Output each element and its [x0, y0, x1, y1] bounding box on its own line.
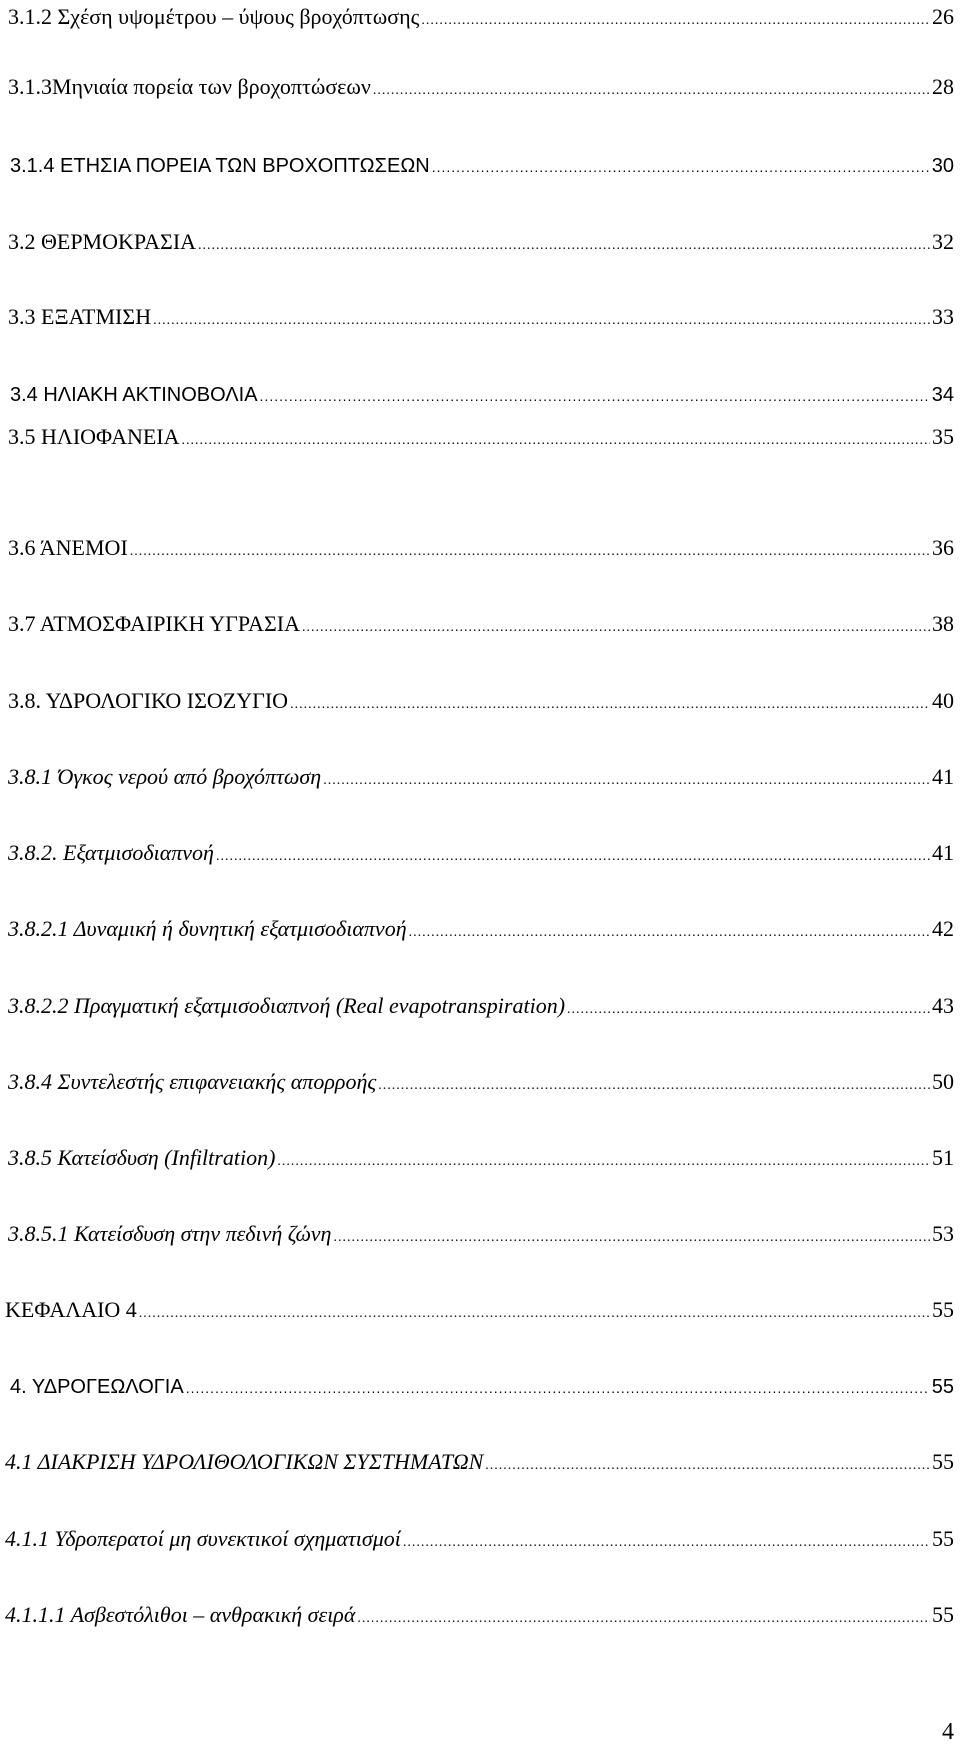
toc-entry[interactable] [8, 993, 954, 1023]
dot-leader [403, 1530, 930, 1556]
toc-entry-title: 4.1.1.1 Ασβεστόλιθοι – ανθρακική σειρά [5, 1602, 356, 1627]
toc-entry[interactable] [8, 535, 954, 565]
toc-entry[interactable] [8, 74, 954, 104]
toc-entry-title: 3.8.1 Όγκος νερού από βροχόπτωση [8, 764, 322, 789]
dot-leader [432, 154, 930, 180]
toc-entry-title: 3.3 ΕΞΑΤΜΙΣΗ [8, 304, 152, 329]
toc-entry-title: 3.8.5.1 Κατείσδυση στην πεδινή ζώνη [8, 1221, 332, 1246]
toc-entry[interactable] [8, 1145, 954, 1175]
toc-entry-title: 3.8. ΥΔΡΟΛΟΓΙΚΟ ΙΣΟΖΥΓΙΟ [8, 688, 289, 713]
toc-entry-page: 53 [932, 1221, 954, 1246]
toc-entry-title: 3.1.3Μηνιαία πορεία των βροχοπτώσεων [8, 74, 371, 99]
toc-entry[interactable] [8, 840, 954, 870]
toc-entry-page: 42 [932, 916, 954, 941]
toc-entry-page: 41 [932, 840, 954, 865]
toc-entry-page: 34 [931, 384, 954, 406]
toc-entry-page: 51 [932, 1145, 954, 1170]
toc-entry-page: 32 [932, 229, 954, 254]
toc-entry-page: 26 [932, 4, 954, 29]
dot-leader [153, 308, 930, 334]
dot-leader [198, 233, 930, 259]
toc-entry-title: 3.5 ΗΛΙΟΦΑΝΕΙΑ [8, 424, 180, 449]
dot-leader [421, 8, 930, 34]
toc-entry[interactable] [8, 229, 954, 259]
toc-entry[interactable] [8, 1069, 954, 1099]
toc-entry[interactable] [5, 1602, 954, 1632]
dot-leader [216, 844, 930, 870]
toc-entry-title: 3.1.4 ΕΤΗΣΙΑ ΠΟΡΕΙΑ ΤΩΝ ΒΡΟΧΟΠΤΩΣΕΩΝ [10, 155, 430, 177]
toc-entry-page: 30 [931, 155, 954, 177]
toc-entry[interactable] [8, 304, 954, 334]
toc-entry[interactable] [8, 1221, 954, 1251]
toc-entry-title: 3.8.4 Συντελεστής επιφανειακής απορροής [8, 1069, 377, 1094]
dot-leader [139, 1301, 930, 1327]
toc-entry-title: 3.4 ΗΛΙΑΚΗ ΑΚΤΙΝΟΒΟΛΙΑ [10, 384, 258, 406]
dot-leader [409, 920, 930, 946]
toc-entry[interactable] [8, 916, 954, 946]
dot-leader [333, 1225, 930, 1251]
toc-entry-page: 55 [932, 1526, 954, 1551]
toc-entry-page: 28 [932, 74, 954, 99]
dot-leader [182, 428, 930, 454]
toc-entry-page: 50 [932, 1069, 954, 1094]
toc-entry-title: 4.1.1 Υδροπερατοί μη συνεκτικοί σχηματισμοί [5, 1526, 401, 1551]
toc-entry-page: 55 [932, 1297, 954, 1322]
toc-entry[interactable] [5, 1449, 954, 1479]
toc-entry-page: 55 [932, 1602, 954, 1627]
toc-entry-page: 38 [932, 611, 954, 636]
toc-entry[interactable] [8, 764, 954, 794]
dot-leader [378, 1073, 930, 1099]
dot-leader [567, 997, 930, 1023]
page-number: 4 [942, 1719, 954, 1745]
toc-entry-title: ΚΕΦΑΛΑΙΟ 4 [5, 1297, 137, 1322]
toc-entry-page: 33 [932, 304, 954, 329]
toc-entry-title: 3.8.2.1 Δυναμική ή δυνητική εξατμισοδιαπνοή [8, 916, 407, 941]
toc-entry-title: 3.8.5 Κατείσδυση (Infiltration) [8, 1145, 276, 1170]
toc-entry-title: 3.8.2.2 Πραγματική εξατμισοδιαπνοή (Real evapotranspiration) [8, 993, 566, 1018]
dot-leader [373, 78, 930, 104]
dot-leader [357, 1606, 930, 1632]
toc-entry[interactable] [5, 1297, 954, 1327]
dot-leader [323, 768, 930, 794]
dot-leader [302, 615, 930, 641]
dot-leader [277, 1149, 930, 1175]
toc-entry-page: 55 [932, 1449, 954, 1474]
toc-entry[interactable] [8, 4, 954, 34]
toc-entry[interactable] [10, 1374, 954, 1401]
toc-entry[interactable] [10, 382, 954, 409]
toc-entry-title: 3.8.2. Εξατμισοδιαπνοή [8, 840, 214, 865]
toc-entry-page: 55 [931, 1376, 954, 1398]
dot-leader [130, 539, 930, 565]
toc-entry-title: 3.1.2 Σχέση υψομέτρου – ύψους βροχόπτωσης [8, 4, 420, 29]
dot-leader [186, 1375, 930, 1401]
toc-entry[interactable] [8, 424, 954, 454]
toc-entry-page: 43 [932, 993, 954, 1018]
toc-entry-page: 41 [932, 764, 954, 789]
dot-leader [290, 692, 930, 718]
toc-entry[interactable] [8, 688, 954, 718]
toc-entry-title: 4.1 ΔΙΑΚΡΙΣΗ ΥΔΡΟΛΙΘΟΛΟΓΙΚΩΝ ΣΥΣΤΗΜΑΤΩΝ [5, 1449, 484, 1474]
toc-entry-title: 3.6 ΆΝΕΜΟΙ [8, 535, 128, 560]
dot-leader [260, 383, 930, 409]
toc-entry-page: 35 [932, 424, 954, 449]
toc-entry-title: 4. ΥΔΡΟΓΕΩΛΟΓΙΑ [10, 1376, 184, 1398]
toc-entry-title: 3.7 ΑΤΜΟΣΦΑΙΡΙΚΗ ΥΓΡΑΣΙΑ [8, 611, 300, 636]
toc-entry[interactable] [8, 611, 954, 641]
toc-entry-page: 36 [932, 535, 954, 560]
toc-entry[interactable] [10, 153, 954, 180]
toc-entry-title: 3.2 ΘΕΡΜΟΚΡΑΣΙΑ [8, 229, 197, 254]
dot-leader [485, 1453, 930, 1479]
toc-entry-page: 40 [932, 688, 954, 713]
toc-entry[interactable] [5, 1526, 954, 1556]
